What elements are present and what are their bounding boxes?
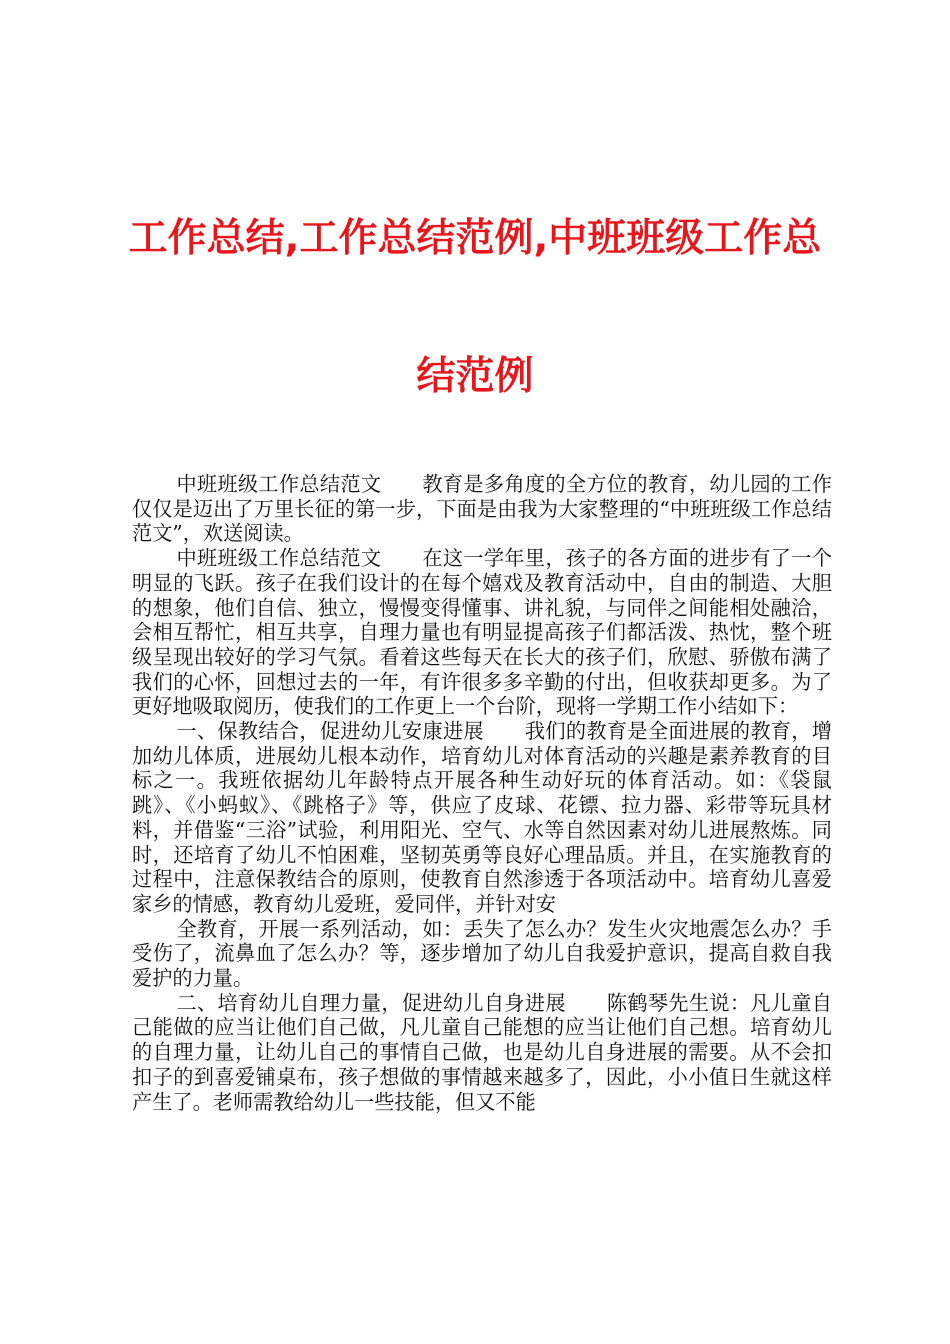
paragraph-safety-education: 全教育，开展一系列活动，如：丢失了怎么办？发生火灾地震怎么办？手受伤了，流鼻血了怎么办？等，逐步增加了幼儿自我爱护意识，提高自救自我爱护的力量。 — [132, 916, 832, 991]
paragraph-overview: 中班班级工作总结范文 在这一学年里，孩子的各方面的进步有了一个明显的飞跃。孩子在我们设计的在每个嬉戏及教育活动中，自由的制造、大胆的想象，他们自信、独立，慢慢变得懂事、讲礼貌，与同伴之间能相处融洽，会相互帮忙，相互共享，自理力量也有明显提高孩子们都活泼、热忱，整个班级呈现出较好的学习气氛。看着这些每天在长大的孩子们，欣慰、骄傲布满了我们的心怀，回想过去的一年，有许很多多辛勤的付出，但收获却更多。为了更好地吸取阅历，使我们的工作更上一个台阶，现将一学期工作小结如下： — [132, 546, 832, 719]
document-title: 工作总结,工作总结范例,中班班级工作总结范例 — [128, 216, 822, 399]
document-body — [132, 472, 832, 1114]
paragraph-section-two: 二、培育幼儿自理力量，促进幼儿自身进展 陈鹤琴先生说：凡儿童自己能做的应当让他们自己做，凡儿童自己能想的应当让他们自己想。培育幼儿的自理力量，让幼儿自己的事情自己做，也是幼儿自身进展的需要。从不会扣扣子的到喜爱铺桌布，孩子想做的事情越来越多了，因此，小小值日生就这样产生了。老师需教给幼儿一些技能，但又不能 — [132, 990, 832, 1114]
paragraph-intro: 中班班级工作总结范文 教育是多角度的全方位的教育，幼儿园的工作仅仅是迈出了万里长征的第一步，下面是由我为大家整理的“中班班级工作总结范文”，欢送阅读。 — [132, 472, 832, 546]
paragraph-section-one: 一、保教结合，促进幼儿安康进展 我们的教育是全面进展的教育，增加幼儿体质，进展幼儿根本动作，培育幼儿对体育活动的兴趣是素养教育的目标之一。我班依据幼儿年龄特点开展各种生动好玩的体育活动。如：《袋鼠跳》、《小蚂蚁》、《跳格子》等，供应了皮球、花镖、拉力器、彩带等玩具材料，并借鉴“三浴”试验，利用阳光、空气、水等自然因素对幼儿进展熬炼。同时，还培育了幼儿不怕困难，坚韧英勇等良好心理品质。并且，在实施教育的过程中，注意保教结合的原则，使教育自然渗透于各项活动中。培育幼儿喜爱家乡的情感，教育幼儿爱班，爱同伴，并针对安 — [132, 719, 832, 916]
